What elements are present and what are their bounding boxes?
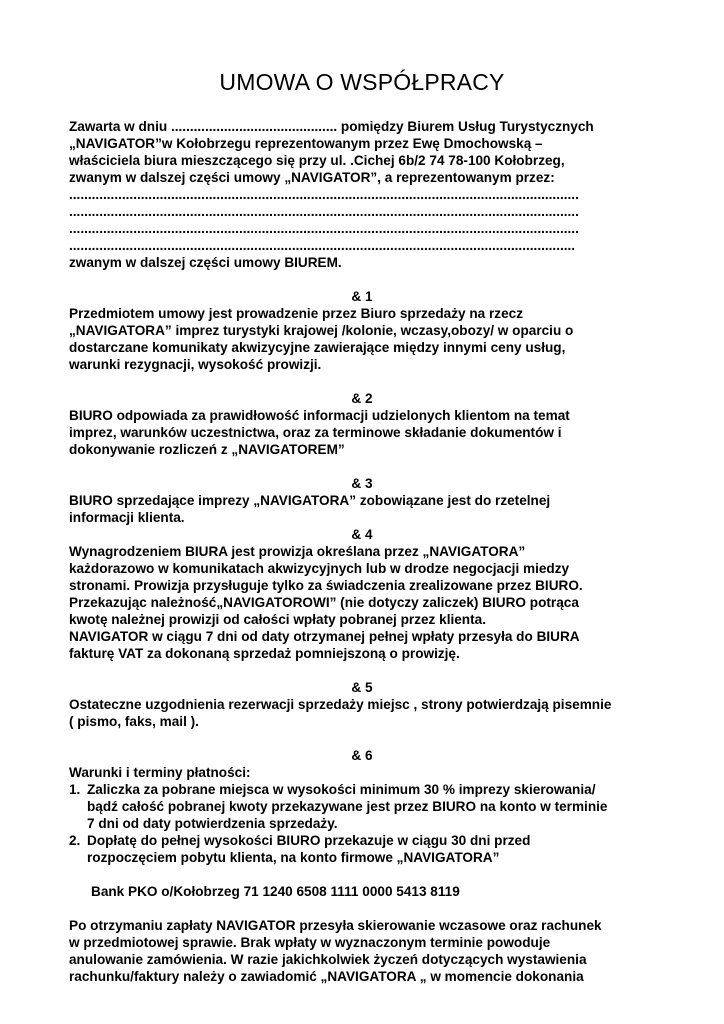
item-line: bądź całość pobranej kwoty przekazywane jest przez BIURO na konto w terminie — [87, 799, 608, 814]
section-line: fakturę VAT za dokonaną sprzedaż pomniejszoną o prowizję. — [69, 646, 460, 661]
dotted-fill-line: ....................................................................................................................................... — [69, 221, 579, 236]
dotted-fill-line: ....................................................................................................................................... — [69, 187, 579, 202]
section-line: informacji klienta. — [69, 510, 185, 525]
payment-term-item — [69, 781, 669, 832]
document-title: UMOWA O WSPÓŁPRACY — [219, 69, 505, 95]
section-line: „NAVIGATORA” imprez turystyki krajowej /kolonie, wczasy,obozy/ w oparciu o — [69, 323, 574, 338]
closing-line: Po otrzymaniu zapłaty NAVIGATOR przesyła skierowanie wczasowe oraz rachunek — [69, 918, 602, 933]
section-2 — [69, 390, 669, 458]
closing-line: w przedmiotowej sprawie. Brak wpłaty w wyznaczonym terminie powoduje — [69, 935, 551, 950]
item-line: Zaliczka za pobrane miejsca w wysokości minimum 30 % imprezy skierowania/ — [87, 782, 596, 797]
intro-line: właściciela biura mieszczącego się przy ul. .Cichej 6b/2 74 78-100 Kołobrzeg, — [69, 153, 565, 168]
payment-term-item — [69, 832, 669, 866]
intro-line: „NAVIGATOR”w Kołobrzegu reprezentowanym przez Ewę Dmochowską – — [69, 136, 543, 151]
section-line: stronami. Prowizja przysługuje tylko za świadczenia zrealizowane przez BIURO. — [69, 578, 583, 593]
section-heading: & 4 — [351, 527, 373, 542]
item-number: 1. — [69, 782, 81, 797]
document-body — [69, 118, 669, 985]
section-heading: & 6 — [351, 748, 373, 763]
intro-line: Zawarta w dniu ............................................ pomiędzy Biurem Usług Turystycznych — [69, 119, 594, 134]
dotted-fill-line: ...................................................................................................................................... — [69, 238, 576, 253]
item-line: Dopłatę do pełnej wysokości BIURO przekazuje w ciągu 30 dni przed — [87, 833, 531, 848]
section-4 — [69, 526, 669, 662]
section-line: imprez, warunków uczestnictwa, oraz za terminowe składanie dokumentów i — [69, 425, 562, 440]
item-line: 7 dni od daty potwierdzenia sprzedaży. — [87, 816, 338, 831]
section-3 — [69, 475, 669, 526]
intro-paragraph — [69, 118, 669, 271]
section-1 — [69, 288, 669, 373]
section-heading: & 1 — [351, 289, 373, 304]
closing-line: anulowanie zamówienia. W razie jakichkolwiek życzeń dotyczących wystawienia — [69, 952, 587, 967]
intro-line: zwanym w dalszej części umowy BIUREM. — [69, 255, 342, 270]
section-line: Wynagrodzeniem BIURA jest prowizja określana przez „NAVIGATORA” — [69, 544, 526, 559]
section-line: każdorazowo w komunikatach akwizycyjnych lub w drodze negocjacji miedzy — [69, 561, 570, 576]
section-line: BIURO sprzedające imprezy „NAVIGATORA” zobowiązane jest do rzetelnej — [69, 493, 551, 508]
section-line: Przedmiotem umowy jest prowadzenie przez Biuro sprzedaży na rzecz — [69, 306, 523, 321]
dotted-fill-line: ....................................................................................................................................... — [69, 204, 579, 219]
section-line: kwotę należnej prowizji od całości wpłaty pobranej przez klienta. — [69, 612, 486, 627]
intro-line: zwanym w dalszej części umowy „NAVIGATOR”, a reprezentowanym przez: — [69, 170, 555, 185]
item-line: rozpoczęciem pobytu klienta, na konto firmowe „NAVIGATORA” — [87, 850, 500, 865]
section-line: Przekazując należność„NAVIGATOROWI” (nie dotyczy zaliczek) BIURO potrąca — [69, 595, 579, 610]
item-number: 2. — [69, 833, 81, 848]
closing-line: rachunku/faktury należy o zawiadomić „NAVIGATORA „ w momencie dokonania — [69, 969, 584, 984]
section-line: BIURO odpowiada za prawidłowość informacji udzielonych klientom na temat — [69, 408, 570, 423]
section-6 — [69, 747, 669, 985]
section-line: dostarczane komunikaty akwizycyjne zawierające między innymi ceny usług, — [69, 340, 566, 355]
section-line: ( pismo, faks, mail ). — [69, 714, 199, 729]
section-heading: & 5 — [351, 680, 373, 695]
section-line: warunki rezygnacji, wysokość prowizji. — [69, 357, 322, 372]
payment-terms-label: Warunki i terminy płatności: — [69, 765, 251, 780]
section-heading: & 3 — [351, 476, 373, 491]
section-heading: & 2 — [351, 391, 373, 406]
section-line: NAVIGATOR w ciągu 7 dni od daty otrzymanej pełnej wpłaty przesyła do BIURA — [69, 629, 580, 644]
bank-account: Bank PKO o/Kołobrzeg 71 1240 6508 1111 0000 5413 8119 — [91, 884, 460, 899]
section-line: dokonywanie rozliczeń z „NAVIGATOREM” — [69, 442, 345, 457]
section-line: Ostateczne uzgodnienia rezerwacji sprzedaży miejsc , strony potwierdzają pisemnie — [69, 697, 612, 712]
section-5 — [69, 679, 669, 730]
